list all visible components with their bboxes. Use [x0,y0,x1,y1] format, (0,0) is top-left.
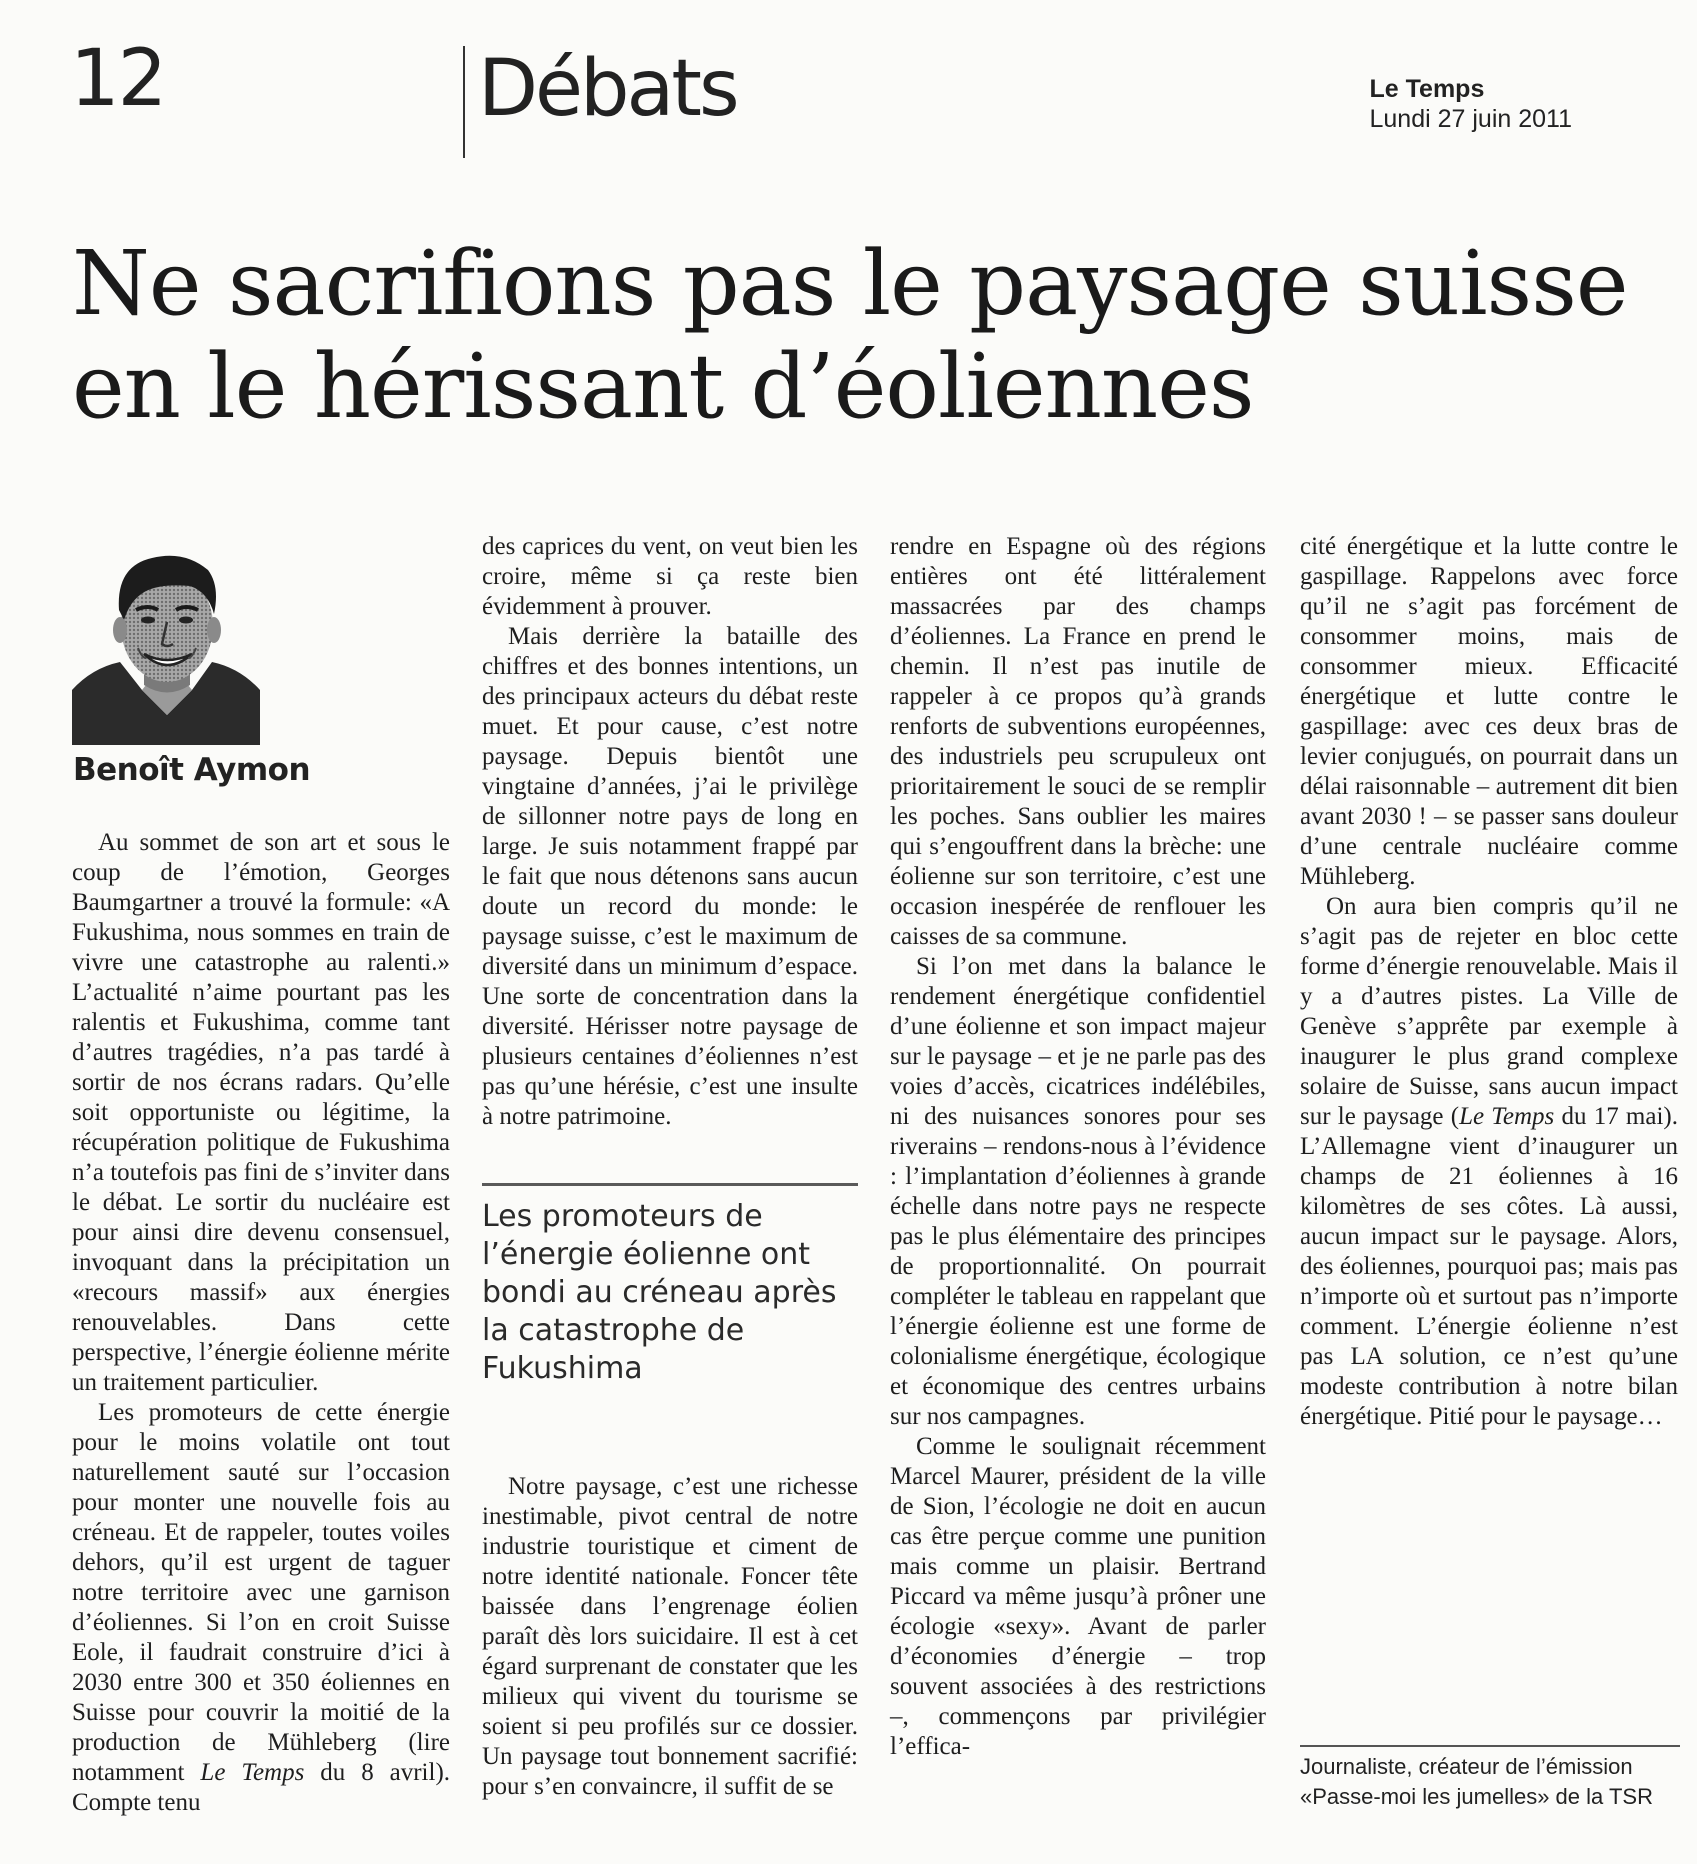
author-bio [1300,1752,1680,1812]
headline [72,232,1652,438]
pull-quote-rule [482,1183,858,1186]
section-title: Débats [478,44,737,134]
headline-line-1: Ne sacrifions pas le paysage suisse [72,231,1628,335]
article-column-2-bottom [482,1472,858,1802]
article-column-3 [890,532,1266,1762]
paragraph: On aura bien compris qu’il ne s’agit pas de rejeter en bloc cette forme d’énergie renouvelable. Mais il y a d’autres pistes. La Ville de Genève s’apprête par exemple à inaugurer le plus grand complexe solaire de Suisse, sans aucun impact sur le paysage (Le Temps du 17 mai). L’Allemagne vient d’inaugurer un champs de 21 éoliennes à 16 kilomètres de ses côtes. Là aussi, aucun impact sur le paysage. Alors, des éoliennes, pourquoi pas; mais pas n’importe où et surtout pas n’importe comment. L’énergie éolienne n’est pas LA solution, ce n’est qu’une modeste contribution à notre bilan énergétique. Pitié pour le paysage… [1300,893,1678,1430]
paragraph: Comme le soulignait récemment Marcel Maurer, président de la ville de Sion, l’écologie ne doit en aucun cas être perçue comme une punition mais comme un plaisir. Bertrand Piccard va même jusqu’à prôner une écologie «sexy». Avant de parler d’économies d’énergie – trop souvent associées à des restrictions –, commençons par privilégier l’effica- [890,1433,1266,1760]
publication-info [1370,74,1573,134]
paragraph: des caprices du vent, on veut bien les croire, même si ça reste bien évidemment à prouver. [482,533,858,620]
paragraph: Notre paysage, c’est une richesse inestimable, pivot central de notre industrie touristique et ciment de notre identité nationale. Foncer tête baissée dans l’engrenage éolien paraît dès lors suicidaire. Il est à cet égard surprenant de constater que les milieux qui vivent du tourisme se soient si peu profilés sur ce dossier. Un paysage tout bonnement sacrifié: pour s’en convaincre, il suffit de se [482,1473,858,1800]
bio-line-2: «Passe-moi les jumelles» de la TSR [1300,1784,1653,1809]
portrait-photo [72,540,260,745]
bio-line-1: Journaliste, créateur de l’émission [1300,1754,1633,1779]
paragraph: cité énergétique et la lutte contre le gaspillage. Rappelons avec force qu’il ne s’agit pas forcément de consommer moins, mais de consommer mieux. Efficacité énergétique et lutte contre le gaspillage: avec ces deux bras de levier conjugués, on pourrait dans un délai raisonnable – autrement dit bien avant 2030 ! – se passer sans douleur d’une centrale nucléaire comme Mühleberg. [1300,533,1678,890]
paragraph: Les promoteurs de cette énergie pour le moins volatile ont tout naturellement sauté sur l’occasion pour monter une nouvelle fois au créneau. Et de rappeler, toutes voiles dehors, qu’il est urgent de taguer notre territoire avec une garnison d’éoliennes. Si l’on en croit Suisse Eole, il faudrait construire d’ici à 2030 entre 300 et 350 éoliennes en Suisse pour couvrir la moitié de la production de Mühleberg (lire notamment Le Temps du 8 avril). Compte tenu [72,1399,451,1816]
paragraph: Mais derrière la bataille des chiffres et des bonnes intentions, un des principaux acteurs du débat reste muet. Et pour cause, c’est notre paysage. Depuis bientôt une vingtaine d’années, j’ai le privilège de sillonner notre pays de long en large. Je suis notamment frappé par le fait que nous détenons sans aucun doute un record du monde: le paysage suisse, c’est le maximum de diversité dans un minimum d’espace. Une sorte de concentration dans la diversité. Hérisser notre paysage de plusieurs centaines d’éoliennes n’est pas qu’une hérésie, c’est une insulte à notre patrimoine. [482,623,858,1130]
author-photo [72,540,260,745]
publication-name: Le Temps [1369,75,1485,103]
page-number: 12 [70,34,166,124]
headline-line-2: en le hérissant d’éoliennes [72,334,1254,438]
article-column-2 [482,532,858,1132]
bio-rule [1300,1745,1680,1747]
paragraph: rendre en Espagne où des régions entières ont été littéralement massacrées par des champs d’éoliennes. La France en prend le chemin. Il n’est pas inutile de rappeler à ce propos qu’à grands renforts de subventions européennes, des industriels peu scrupuleux ont prioritairement le souci de se remplir les poches. Sans oublier les maires qui s’engouffrent dans la brèche: une éolienne sur son territoire, c’est une occasion inespérée de renflouer les caisses de sa commune. [890,533,1266,950]
article-column-1 [72,828,450,1818]
pull-quote: Les promoteurs de l’énergie éolienne ont bondi au créneau après la catastrophe de Fukushima [482,1199,837,1386]
section-divider [463,46,465,158]
paragraph: Au sommet de son art et sous le coup de l’émotion, Georges Baumgartner a trouvé la formule: «A Fukushima, nous sommes en train de vivre une catastrophe au ralenti.» L’actualité n’aime pourtant pas les ralentis et Fukushima, comme tant d’autres tragédies, n’a pas tardé à sortir de nos écrans radars. Qu’elle soit opportuniste ou légitime, la récupération politique de Fukushima n’a toutefois pas fini de s’inviter dans le débat. Le sortir du nucléaire est pour ainsi dire devenu consensuel, invoquant dans la précipitation un «recours massif» aux énergies renouvelables. Dans cette perspective, l’énergie éolienne mérite un traitement particulier. [72,829,450,1396]
paragraph: Si l’on met dans la balance le rendement énergétique confidentiel d’une éolienne et son impact majeur sur le paysage – et je ne parle pas des voies d’accès, cicatrices indélébiles, ni des nuisances sonores pour ses riverains – rendons-nous à l’évidence : l’implantation d’éoliennes à grande échelle dans notre pays ne respecte pas le plus élémentaire des principes de proportionnalité. On pourrait compléter le tableau en rappelant que l’énergie éolienne est une forme de colonialisme énergétique, écologique et économique des centres urbains sur nos campagnes. [890,953,1266,1430]
article-column-4 [1300,532,1678,1432]
author-name: Benoît Aymon [73,752,311,788]
publication-date: Lundi 27 juin 2011 [1369,105,1572,133]
